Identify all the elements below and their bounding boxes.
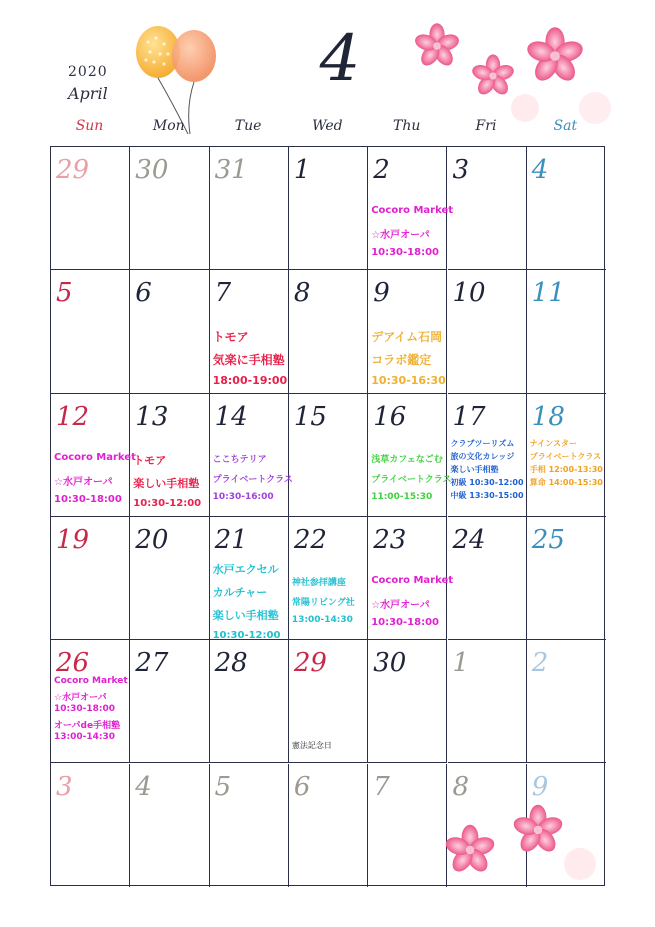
day-cell[interactable] [51, 640, 130, 763]
day-number: 4 [135, 771, 152, 802]
event-text: ☆水戸オーパ [54, 476, 113, 488]
day-number: 30 [373, 648, 407, 679]
event-text: ☆水戸オーパ [371, 230, 430, 241]
event-text: 10:30-16:00 [212, 491, 274, 502]
day-cell[interactable] [289, 270, 368, 393]
event-text: 10:30-12:00 [133, 497, 202, 509]
day-cell[interactable] [210, 394, 293, 517]
weekday-mon: Mon [152, 118, 185, 134]
event-text: Cocoro Market [54, 676, 128, 687]
day-cell[interactable] [210, 640, 289, 763]
month-name-label: April [68, 84, 108, 103]
event-text: 神社参拝講座 [291, 577, 346, 588]
calendar-grid [50, 146, 605, 886]
weekday-wed: Wed [312, 118, 343, 134]
event-text: ☆水戸オーパ [54, 693, 107, 704]
event-text: トモア [212, 330, 249, 345]
day-cell[interactable] [527, 517, 606, 640]
event-text: デアイム石岡 [371, 330, 443, 345]
day-cell[interactable] [289, 640, 368, 763]
event-text: 楽しい手相塾 [450, 464, 499, 474]
event-text: 水戸エクセル [212, 562, 279, 576]
day-cell[interactable] [448, 517, 527, 640]
day-cell[interactable] [130, 147, 209, 270]
day-cell[interactable] [448, 147, 527, 270]
day-number: 29 [293, 648, 327, 679]
day-number: 5 [214, 771, 232, 802]
day-cell[interactable] [527, 270, 606, 393]
event-text: 13:00-14:30 [291, 614, 353, 625]
day-cell[interactable] [51, 517, 130, 640]
event-text: 気楽に手相塾 [212, 353, 285, 368]
day-cell[interactable] [527, 394, 606, 517]
day-number: 10 [452, 278, 486, 309]
event-text: 13:00-14:30 [54, 732, 116, 743]
day-cell[interactable] [448, 270, 527, 393]
event-text: 初級 10:30-12:00 [450, 477, 524, 487]
day-number: 9 [531, 771, 549, 802]
event-text: Cocoro Market [54, 451, 136, 463]
day-cell[interactable] [448, 394, 527, 517]
day-number: 9 [373, 278, 390, 309]
day-number: 28 [214, 648, 248, 679]
event-text: 10:30-18:00 [54, 704, 116, 715]
event-text: 18:00-19:00 [212, 374, 288, 388]
day-number: 12 [56, 401, 90, 432]
day-number: 15 [293, 401, 327, 432]
event-text: 10:30-18:00 [371, 616, 439, 628]
event-text: プライベートクラス [371, 474, 452, 485]
event-text: 楽しい手相塾 [133, 476, 200, 490]
event-text: 常陽リビング社 [291, 597, 355, 608]
day-number: 27 [135, 648, 169, 679]
event-text: クラブツーリズム [450, 438, 515, 448]
month-number: 4 [319, 22, 361, 96]
day-cell[interactable] [289, 394, 368, 517]
day-cell[interactable] [51, 394, 136, 517]
day-number: 22 [293, 524, 327, 555]
day-number: 19 [56, 524, 90, 555]
day-number: 20 [135, 524, 169, 555]
event-text: 11:00-15:30 [371, 491, 433, 502]
day-cell[interactable] [51, 764, 130, 887]
day-cell[interactable] [130, 270, 209, 393]
day-cell[interactable] [448, 640, 527, 763]
event-text: Cocoro Market [371, 205, 454, 216]
day-cell[interactable] [368, 764, 447, 887]
event-text: 楽しい手相塾 [212, 608, 279, 622]
day-number: 30 [135, 155, 169, 185]
day-cell[interactable] [368, 394, 452, 517]
day-cell[interactable] [289, 764, 368, 887]
event-text: ☆水戸オーパ [371, 599, 430, 611]
day-cell[interactable] [368, 270, 447, 393]
day-number: 17 [452, 401, 486, 432]
day-cell[interactable] [130, 764, 209, 887]
event-text: Cocoro Market [371, 574, 454, 586]
day-cell[interactable] [289, 147, 368, 270]
day-number: 2 [531, 648, 549, 679]
day-number: 18 [531, 401, 565, 432]
day-number: 13 [135, 401, 169, 432]
day-cell[interactable] [527, 147, 606, 270]
day-number: 16 [373, 401, 407, 432]
cherry-blossom-bottom-icon [440, 800, 610, 890]
event-text: プライベートクラス [212, 474, 293, 485]
event-text: 憲法記念日 [291, 741, 332, 751]
day-number: 21 [214, 524, 248, 555]
event-text: カルチャー [212, 585, 268, 599]
day-cell[interactable] [210, 147, 289, 270]
event-text: 10:30-18:00 [371, 247, 439, 258]
day-number: 6 [135, 278, 152, 309]
day-number: 1 [293, 155, 311, 185]
event-text: 10:30-12:00 [212, 629, 281, 641]
event-text: 10:30-16:30 [371, 374, 446, 388]
day-cell[interactable] [210, 764, 289, 887]
day-cell[interactable] [130, 640, 209, 763]
day-cell[interactable] [130, 517, 209, 640]
day-number: 14 [214, 401, 248, 432]
day-number: 4 [531, 155, 549, 185]
weekday-sat: Sat [553, 118, 578, 134]
day-number: 23 [373, 524, 407, 555]
day-number: 6 [293, 771, 311, 802]
weekday-thu: Thu [393, 118, 421, 134]
day-cell[interactable] [289, 517, 368, 640]
day-number: 7 [373, 771, 390, 802]
day-number: 8 [452, 771, 470, 802]
day-number: 29 [56, 155, 90, 185]
day-number: 11 [531, 278, 565, 309]
event-text: プライベートクラス [529, 451, 602, 461]
day-cell[interactable] [51, 270, 130, 393]
day-number: 3 [56, 771, 73, 802]
event-text: 算命 14:00-15:30 [529, 477, 603, 487]
event-text: 中級 13:30-15:00 [450, 490, 524, 500]
event-text: 浅草カフェなごむ [371, 454, 443, 465]
weekday-sun: Sun [75, 118, 104, 134]
day-cell[interactable] [368, 147, 454, 270]
day-number: 5 [56, 278, 73, 309]
event-text: コラボ鑑定 [371, 353, 432, 368]
day-cell[interactable] [210, 517, 289, 640]
day-cell[interactable] [527, 640, 606, 763]
day-cell[interactable] [130, 394, 209, 517]
year-label: 2020 [68, 64, 108, 80]
day-number: 25 [531, 524, 565, 555]
event-text: トモア [133, 453, 167, 467]
day-number: 24 [452, 524, 486, 555]
day-number: 26 [56, 648, 90, 679]
day-number: 1 [452, 648, 470, 679]
day-cell[interactable] [51, 147, 130, 270]
event-text: オーパde手相塾 [54, 721, 121, 732]
day-cell[interactable] [368, 640, 447, 763]
day-number: 7 [214, 278, 232, 309]
day-number: 3 [452, 155, 470, 185]
day-cell[interactable] [368, 517, 454, 640]
event-text: ここちテリア [212, 454, 267, 465]
cherry-blossom-icon [405, 18, 605, 128]
day-number: 31 [214, 155, 248, 185]
event-text: ナインスター [529, 438, 577, 448]
event-text: 旅の文化カレッジ [450, 451, 515, 461]
day-number: 8 [293, 278, 311, 309]
event-text: 手相 12:00-13:30 [529, 464, 603, 474]
day-cell[interactable] [210, 270, 289, 393]
weekday-fri: Fri [475, 118, 497, 134]
event-text: 10:30-18:00 [54, 493, 122, 505]
day-number: 2 [373, 155, 390, 185]
weekday-tue: Tue [234, 118, 262, 134]
